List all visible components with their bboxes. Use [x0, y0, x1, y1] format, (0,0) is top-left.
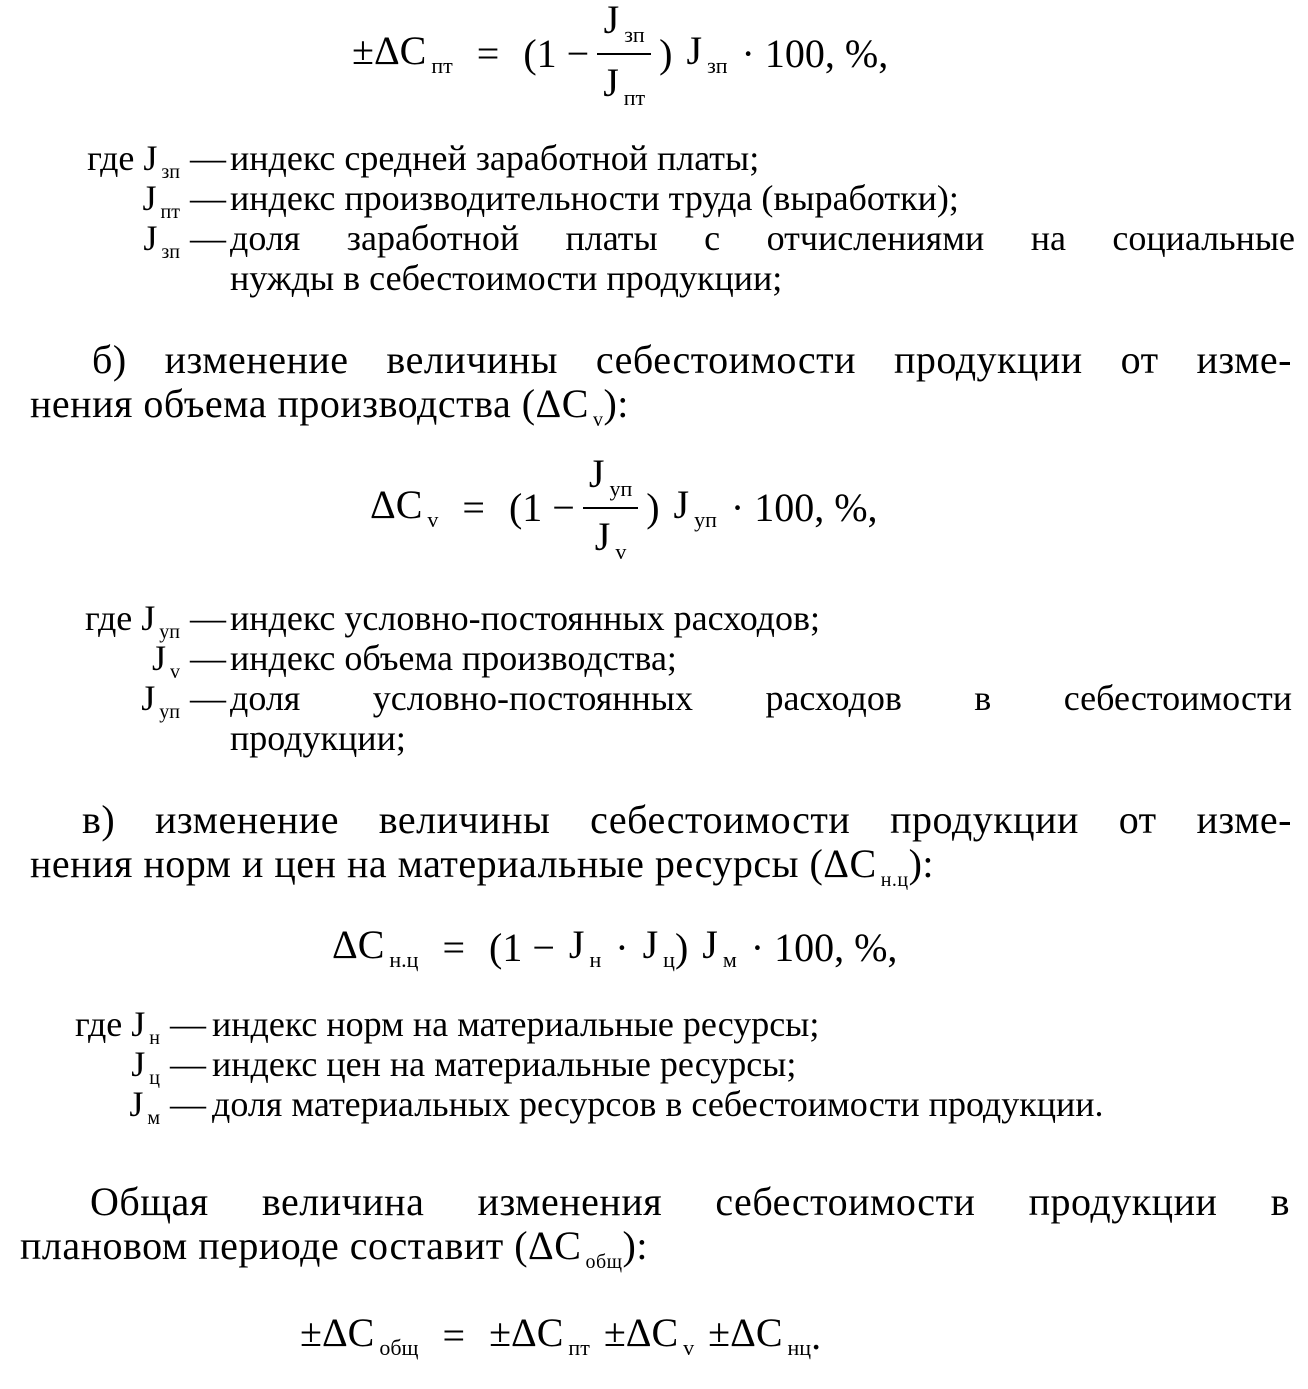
paragraph-norms-prices: в) изменение величины себестоимости продукции от изме- нения норм и цен на материальные ресурсы (ΔC $_{н.ц}$): [30, 797, 1292, 891]
equals-sign: = [476, 31, 500, 76]
legend-row: продукции; [230, 718, 406, 758]
paragraph-total: Общая величина изменения себестоимости продукции в плановом периоде составит (ΔC $_{общ}$): [20, 1179, 1290, 1273]
legend-row: J $_м$ — доля материальных ресурсов в себестоимости продукции. [129, 1084, 1104, 1129]
multiplier: J $_{зп}$ [686, 28, 728, 78]
formula-open: (1 − [523, 31, 590, 76]
legend-row: J $_ц$ — индекс цен на материальные ресурсы; [131, 1044, 797, 1089]
formula-lhs: ΔC $_{н.ц}$ [332, 922, 419, 972]
legend-row: J $_{пт}$ — индекс производительности труда (выработки); [142, 178, 959, 223]
equals-sign: = [462, 485, 485, 530]
equals-sign: = [442, 1313, 466, 1358]
formula-lhs: ±ΔC $_{общ}$ [300, 1310, 419, 1360]
legend-row: где J $_н$ — индекс норм на материальные ресурсы; [75, 1004, 820, 1049]
legend-norms-prices [30, 1004, 1292, 1129]
formula-total: ±ΔC $_{общ}$ = ±ΔC $_{пт}$ ±ΔC $_v$ ±ΔC $_{нц}$ . [300, 1310, 822, 1360]
formula-lhs: ΔC $_v$ [370, 482, 439, 532]
formula-volume: ΔC $_v$ = (1 − $\frac{J _{уп}}{J _v}$ ) J $_{уп}$ · 100, %, [370, 450, 878, 564]
fraction: $\frac{J _{уп}}{J _v}$ [583, 454, 638, 563]
paragraph-volume: б) изменение величины себестоимости продукции от изме- нения объема производства (ΔC $_v$): [30, 337, 1292, 431]
multiplier: J $_{уп}$ [673, 482, 717, 532]
formula-tail: · 100, %, [741, 31, 889, 76]
fraction: $\frac{J _{зп}}{J _{пт}}$ [597, 0, 651, 109]
formula-labor-productivity: ±ΔC $_{пт}$ = (1 − $\frac{J _{зп}}{J _{пт}}$ ) J $_{зп}$ · 100, %, [352, 0, 889, 110]
legend-volume [30, 598, 1292, 758]
equals-sign: = [442, 925, 466, 970]
legend-row: нужды в себестоимости продукции; [230, 258, 783, 298]
legend-labor-productivity [30, 138, 1295, 298]
legend-row: где J $_{уп}$ — индекс условно-постоянных расходов; [85, 598, 820, 643]
multiplier: J $_м$ [702, 922, 737, 972]
formula-lhs: ±ΔC $_{пт}$ [352, 28, 453, 78]
formula-norms-prices: ΔC $_{н.ц}$ = (1 − J $_н$ · J $_ц$ ) J $_м$ · 100, %, [332, 922, 898, 972]
legend-row: J $_v$ — индекс объема производства; [151, 638, 677, 683]
legend-row: J $_{зп}$ — доля заработной платы с отчислениями на социальные [143, 218, 1295, 263]
legend-row: где J $_{зп}$ — индекс средней заработной платы; [87, 138, 760, 183]
legend-row: J $_{уп}$ — доля условно-постоянных расходов в себестоимости [141, 678, 1292, 723]
